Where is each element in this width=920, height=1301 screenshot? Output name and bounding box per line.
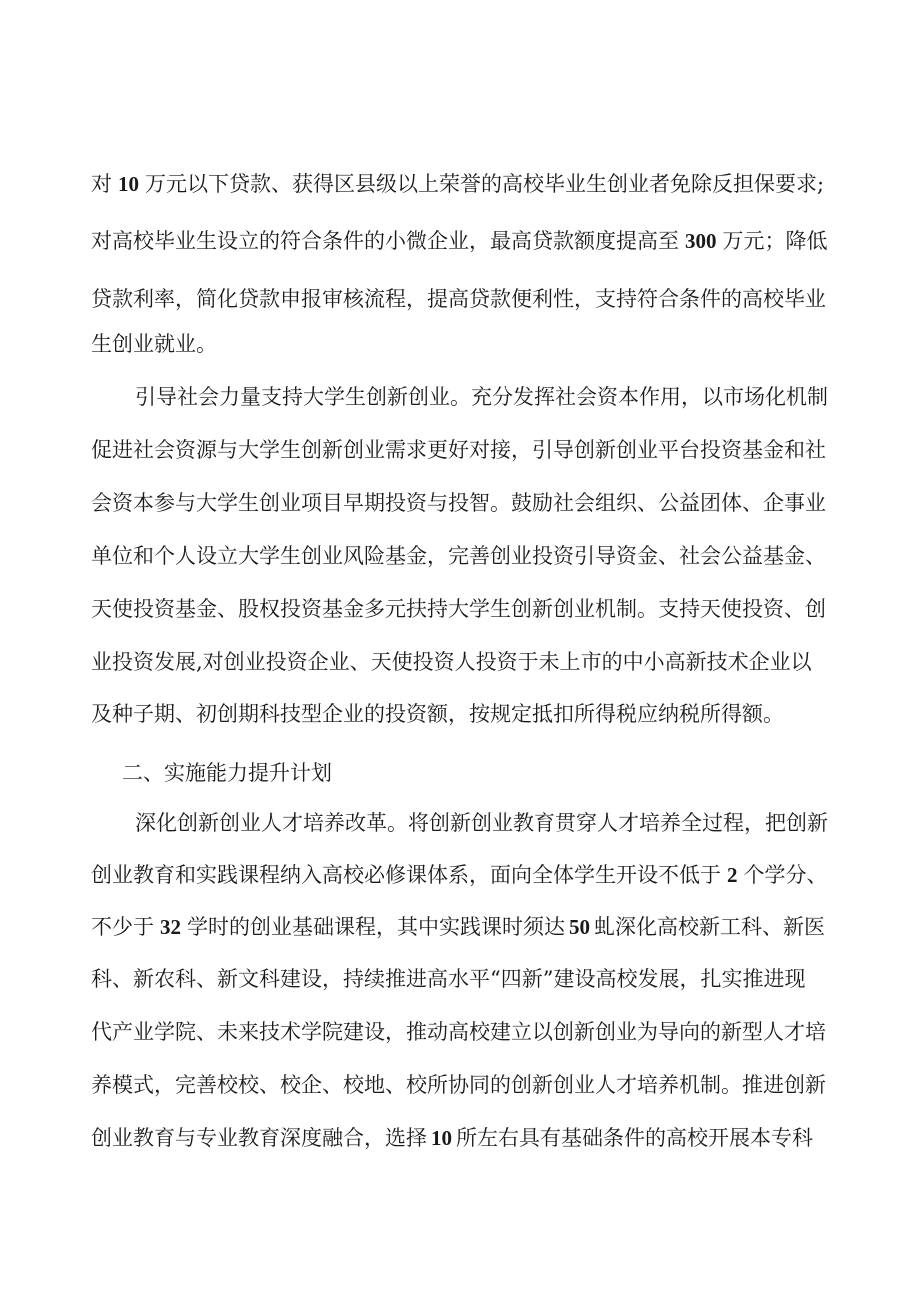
text-run: 虬深化高校新工科、新医 <box>594 915 825 939</box>
text-run: 创业教育与专业教育深度融合，选择 <box>91 1126 427 1150</box>
text-run: 对 <box>91 172 112 196</box>
paragraph-line <box>91 700 784 728</box>
paragraph-line <box>91 542 826 570</box>
paragraph-line <box>91 285 826 313</box>
text-run: 不少于 <box>91 915 154 939</box>
text-run: 对高校毕业生设立的符合条件的小微企业，最高贷款额度提高至 <box>91 229 679 253</box>
number-run: 2 <box>727 863 738 887</box>
paragraph-line <box>91 436 826 464</box>
text-run: 贷款利率，简化贷款申报审核流程，提高贷款便利性，支持符合条件的高校毕业 <box>91 287 826 311</box>
paragraph-line <box>135 383 828 411</box>
text-run: 及种子期、初创期科技型企业的投资额，按规定抵扣所得税应纳税所得额。 <box>91 702 784 726</box>
text-run: 天使投资基金、股权投资基金多元扶持大学生创新创业机制。支持天使投资、创 <box>91 597 826 621</box>
paragraph-line <box>91 227 828 255</box>
text-run: 个学分、 <box>743 863 828 887</box>
text-run: 引导社会力量支持大学生创新创业。充分发挥社会资本作用，以市场化机制 <box>135 385 828 409</box>
text-run: 学时的创业基础课程，其中实践课时须达 <box>187 915 565 939</box>
paragraph-line <box>91 489 826 517</box>
paragraph-line <box>91 170 824 198</box>
text-run: 创业教育和实践课程纳入高校必修课体系，面向全体学生开设不低于 <box>91 863 721 887</box>
paragraph-line <box>91 1071 826 1099</box>
paragraph-line <box>91 965 805 993</box>
paragraph-line <box>91 595 826 623</box>
paragraph-line <box>91 1124 813 1152</box>
text-run: 单位和个人设立大学生创业风险基金，完善创业投资引导资金、社会公益基金、 <box>91 544 826 568</box>
text-run: 万元以下贷款、获得区县级以上荣誉的高校毕业生创业者免除反担保要求; <box>145 172 825 196</box>
paragraph-line <box>135 809 828 837</box>
paragraph-line <box>91 861 828 889</box>
paragraph-line <box>91 913 825 941</box>
text-run: 养模式，完善校校、校企、校地、校所协同的创新创业人才培养机制。推进创新 <box>91 1073 826 1097</box>
text-run: 促进社会资源与大学生创新创业需求更好对接，引导创新创业平台投资基金和社 <box>91 438 826 462</box>
number-run: 300 <box>685 229 717 253</box>
text-run: 深化创新创业人才培养改革。将创新创业教育贯穿人才培养全过程，把创新 <box>135 811 828 835</box>
text-run: 生创业就业。 <box>91 332 217 356</box>
text-run: 业投资发展,对创业投资企业、天使投资人投资于未上市的中小高新技术企业以 <box>91 650 812 674</box>
text-run: 代产业学院、未来技术学院建设，推动高校建立以创新创业为导向的新型人才培 <box>91 1020 826 1044</box>
paragraph-line <box>91 330 217 358</box>
heading-text: 二、实施能力提升计划 <box>122 761 332 785</box>
text-run: 会资本参与大学生创业项目早期投资与投智。鼓励社会组织、公益团体、企事业 <box>91 491 826 515</box>
number-run: 10 <box>431 1126 452 1150</box>
text-run: 科、新农科、新文科建设，持续推进高水平“四新”建设高校发展，扎实推进现 <box>91 967 806 991</box>
paragraph-line <box>91 1018 826 1046</box>
number-run: 10 <box>118 172 139 196</box>
number-run: 32 <box>160 915 181 939</box>
number-run: 50 <box>569 915 590 939</box>
section-heading <box>122 759 332 787</box>
text-run: 所左右具有基础条件的高校开展本专科 <box>456 1126 813 1150</box>
text-run: 万元；降低 <box>722 229 828 253</box>
paragraph-line <box>91 648 812 676</box>
